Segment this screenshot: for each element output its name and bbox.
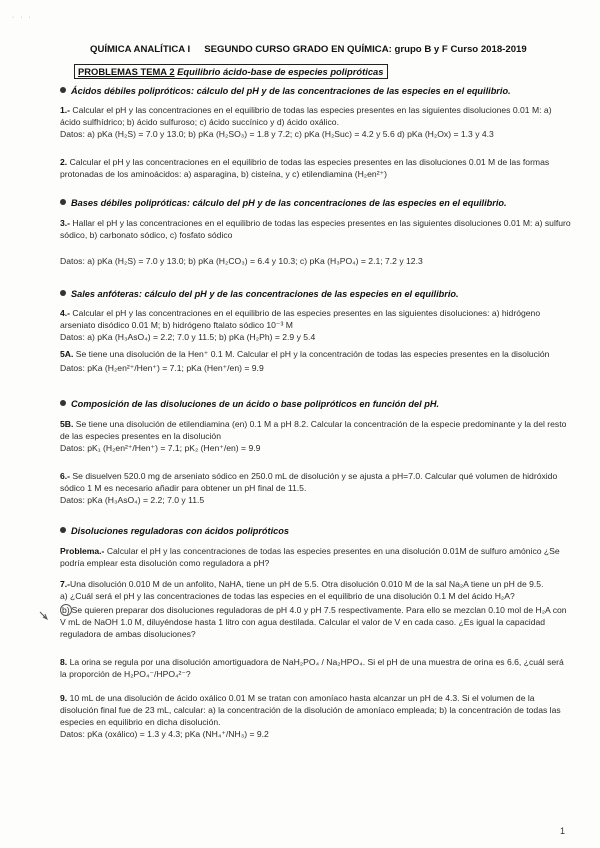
section-title: Composición de las disoluciones de un ácido o base polipróticos en función del pH. [71,399,440,409]
problem-number: 6.- [60,471,71,481]
problem-set-topic: Equilibrio ácido-base de especies polipróticas [177,66,384,77]
problem-text: Se tiene una disolución de la Hen⁺ 0.1 M. Calcular el pH y la concentración de todas las especies presentes en la disolución [75,349,550,359]
problem-data: Datos: pKa (H₂en²⁺/Hen⁺) = 7.1; pKa (Hen⁺/en) = 9.9 [60,363,264,373]
problem-4 [60,307,572,343]
problem-part-a: a) ¿Cuál será el pH y las concentraciones de todas las especies en el equilibrio de una disolución 0.1 M del ácido H₂A? [60,591,515,601]
bullet-icon [60,400,66,406]
problem-number: 9. [60,693,68,703]
problem-data: Datos: a) pKa (H₂S) = 7.0 y 13.0; b) pKa (H₂SO₃) = 1.8 y 7.2; c) pKa (H₂Suc) = 4.2 y 5.6 d) pKa (H₂Ox) = 1.3 y 4.3 [60,129,494,139]
bullet-icon [60,527,66,533]
problem-number: 3.- [60,218,71,228]
problem-3 [60,217,572,267]
problem-data: Datos: pKa (H₃AsO₄) = 2.2; 7.0 y 11.5 [60,495,205,505]
problem-text: 10 mL de una disolución de ácido oxálico 0.01 M se tratan con amoníaco hasta alcanzar un pH de 4.3. Si el volumen de la disolución final fue de 23 mL, calcular: a) la concentración de la disolución de amoníaco empleada; b) la concentración de todas las especies en equilibrio en dicha disolución. [60,693,561,727]
problem-data: Datos: pKa (oxálico) = 1.3 y 4.3; pKa (NH₄⁺/NH₃) = 9.2 [60,729,269,739]
problem-part-b: Se quieren preparar dos disoluciones reguladoras de pH 4.0 y pH 7.5 respectivamente. Para ello se mezclan 0.10 mol de H₂A con V mL de NaOH 1.0 M, diluyéndose hasta 1 litro con agua destilada. Calcular el valor de V en cada caso. ¿Es igual la capacidad reguladora de ambas disoluciones? [60,605,567,639]
problem-text: La orina se regula por una disolución amortiguadora de NaH₂PO₄ / Na₂HPO₄. Si el pH de una muestra de orina es 6.6, ¿cuál será la proporción de H₂PO₄⁻/HPO₄²⁻? [60,657,564,679]
problem-set-label: PROBLEMAS TEMA 2 [78,66,175,77]
problem-data: Datos: a) pKa (H₂S) = 7.0 y 13.0; b) pKa (H₂CO₃) = 6.4 y 10.3; c) pKa (H₃PO₄) = 2.1; 7.2 y 12.3 [60,256,423,266]
problem-text: Calcular el pH y las concentraciones en el equilibrio de todas las especies presentes en las siguientes disoluciones 0.01 M: a) ácido sulfhídrico; b) ácido sulfuroso; c) ácido succínico y d) ácido oxálico. [60,105,552,127]
document-header [90,44,560,55]
problem-number: 2. [60,157,68,167]
section-heading [60,526,570,536]
scan-marks: · · · [12,14,33,21]
problem-number: 5B. [60,419,74,429]
section-heading [60,86,570,96]
problem-extra [60,545,572,569]
section-heading [60,399,570,409]
pencil-mark-icon [38,608,62,628]
problem-1 [60,104,572,140]
problem-text: Hallar el pH y las concentraciones en el equilibrio de todas las especies presentes en las siguientes disoluciones 0.01 M: a) sulfuro sódico, b) carbonato sódico, c) fosfato sódico [60,218,571,240]
section-title: Disoluciones reguladoras con ácidos polipróticos [71,526,289,536]
bullet-icon [60,87,66,93]
problem-8 [60,656,572,680]
problem-label: Problema.- [60,546,105,556]
problem-data: Datos: a) pKa (H₃AsO₄) = 2.2; 7.0 y 11.5; b) pKa (H₂Ph) = 2.9 y 5.4 [60,332,316,342]
section-title: Sales anfóteras: cálculo del pH y de las concentraciones de las especies en el equilibrio. [71,289,459,299]
section-heading [60,289,570,299]
problem-6 [60,470,572,506]
problem-text: Calcular el pH y las concentraciones en el equilibrio de todas las especies presentes en las disoluciones 0.01 M de las formas protonadas de los aminoácidos: a) asparagina, b) cisteína, y c) etilendiamina (H₂en²⁺) [60,157,550,179]
course-details: SEGUNDO CURSO GRADO EN QUÍMICA: grupo B y F Curso 2018-2019 [204,44,527,55]
circled-letter: b) [62,605,70,615]
bullet-icon [60,290,66,296]
problem-number: 5A. [60,349,74,359]
problem-9 [60,692,572,740]
problem-7 [60,578,572,640]
course-name: QUÍMICA ANALÍTICA I [90,44,191,55]
problem-data: Datos: pK₁ (H₂en²⁺/Hen⁺) = 7.1; pK₂ (Hen⁺/en) = 9.9 [60,443,261,453]
bullet-icon [60,199,66,205]
problem-5a [60,348,572,374]
problem-text: Se disuelven 520.0 mg de arseniato sódico en 250.0 mL de disolución y se ajusta a pH=7.0. Calcular qué volumen de hidróxido sódico 1 M es necesario añadir para obtener un pH final de 11.5. [60,471,558,493]
problem-text: Calcular el pH y las concentraciones en el equilibrio de las especies presentes en las siguientes disoluciones: a) hidrógeno arseniato disódico 0.01 M; b) hidrógeno ftalato sódico 10⁻³ M [60,308,541,330]
problem-5b [60,418,572,454]
section-title: Bases débiles polipróticas: cálculo del pH y de las concentraciones de las especies en el equilibrio. [71,198,507,208]
problem-text: Calcular el pH y las concentraciones de todas las especies presentes en una disolución 0.01M de sulfuro amónico ¿Se podría emplear esta disolución como reguladora a pH? [60,546,560,568]
problem-set-title [74,64,388,79]
problem-number: 4.- [60,308,71,318]
page-number: 1 [560,826,566,836]
problem-number: 8. [60,657,68,667]
problem-text: Se tiene una disolución de etilendiamina (en) 0.1 M a pH 8.2. Calcular la concentración de la especie predominante y la del resto de las especies presentes en la disolución [60,419,567,441]
section-title: Ácidos débiles polipróticos: cálculo del pH y de las concentraciones de las especies en el equilibrio. [71,86,511,96]
problem-text: Una disolución 0.010 M de un anfolito, NaHA, tiene un pH de 5.5. Otra disolución 0.010 M de la sal Na₂A tiene un pH de 9.5. [70,579,544,589]
problem-2 [60,156,572,180]
problem-number: 7.- [60,579,71,589]
problem-number: 1.- [60,105,71,115]
section-heading [60,198,570,208]
